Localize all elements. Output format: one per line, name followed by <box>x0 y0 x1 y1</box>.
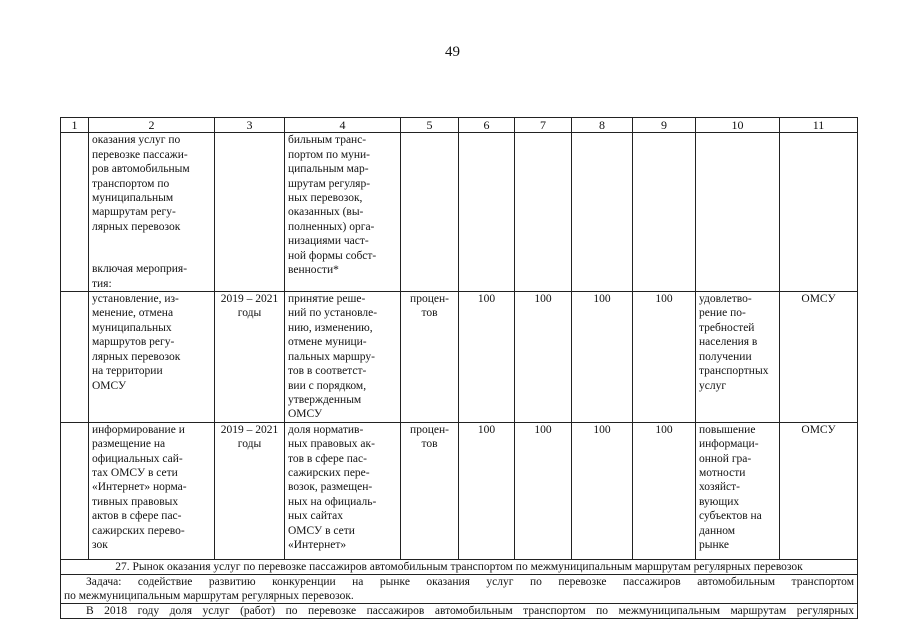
text-line: на территории <box>92 365 163 378</box>
text-line: маршрутам регу- <box>92 206 176 219</box>
text-line: населения в <box>699 336 758 349</box>
header-cell: 2 <box>89 118 215 133</box>
value-cell: 100 <box>633 292 696 423</box>
text-line: хозяйст- <box>699 481 741 494</box>
header-cell: 3 <box>215 118 285 133</box>
text-line: В 2018 году доля услуг (работ) по перевозке пассажиров автомобильным транспортом по межмуниципальным маршрутам регулярных <box>86 604 854 617</box>
text-line: оказанных (вы- <box>288 206 364 219</box>
text-line: установление, из- <box>92 293 179 306</box>
text-line: менение, отмена <box>92 307 174 320</box>
text-line: маршрутов регу- <box>92 336 175 349</box>
text-line: принятие реше- <box>288 293 366 306</box>
text-line: муниципальным <box>92 192 174 205</box>
text-line: субъектов на <box>699 510 762 523</box>
text-line: ОМСУ <box>288 408 323 421</box>
text-line: Задача: содействие развитию конкуренции на рынке оказания услуг по перевозке пассажиров автомобильным транспортом <box>86 575 854 588</box>
value-cell: 100 <box>459 422 515 559</box>
header-cell: 4 <box>285 118 401 133</box>
text-line: лярных перевозок <box>92 220 181 233</box>
text-line: оказания услуг по <box>92 134 181 147</box>
text-line: данном <box>699 524 736 537</box>
text-line: зок <box>92 538 108 551</box>
text-line: перевозке пассажи- <box>92 148 188 161</box>
paragraph-row <box>61 603 858 618</box>
text-line: возок, размещен- <box>288 481 373 494</box>
text-line: «Интернет» <box>288 538 347 551</box>
text-line: вии с порядком, <box>288 379 367 392</box>
text-line: утвержденным <box>288 393 362 406</box>
text-line: ОМСУ <box>92 379 127 392</box>
text-line: вующих <box>699 495 740 508</box>
text-line: транспортом по <box>92 177 170 190</box>
text-line: доля норматив- <box>288 423 364 436</box>
measure-name-cell <box>89 133 215 292</box>
header-cell: 11 <box>780 118 858 133</box>
section-title-row <box>61 559 858 574</box>
text-line: информаци- <box>699 438 759 451</box>
table-row <box>61 292 858 423</box>
section-title: 27. Рынок оказания услуг по перевозке пассажиров автомобильным транспортом по межмуниципальным маршрутам регулярных перевозок <box>61 559 858 574</box>
text-line: тов в соответст- <box>288 365 367 378</box>
result-cell <box>696 422 780 559</box>
text-line: ных правовых ак- <box>288 438 375 451</box>
text-line: требностей <box>699 321 755 334</box>
text-line: включая мероприя-тия: <box>92 263 188 290</box>
indicator-cell <box>285 292 401 423</box>
page-number: 49 <box>445 44 460 60</box>
text-line: мотности <box>699 466 746 479</box>
text-line: получении <box>699 350 752 363</box>
paragraph-text <box>61 603 858 618</box>
text-line: информирование и <box>92 423 185 436</box>
indicator-cell <box>285 422 401 559</box>
text-line: удовлетво- <box>699 293 752 306</box>
text-line: отмене муници- <box>288 336 367 349</box>
period-cell: 2019 – 2021 годы <box>215 292 285 423</box>
table-row <box>61 133 858 292</box>
unit-cell: процен-тов <box>401 292 459 423</box>
header-cell: 6 <box>459 118 515 133</box>
text-line: ных сайтах <box>288 510 344 523</box>
header-cell: 10 <box>696 118 780 133</box>
text-line: рынке <box>699 538 730 551</box>
text-line: лярных перевозок <box>92 350 181 363</box>
header-cell: 5 <box>401 118 459 133</box>
text-line: ципальным мар- <box>288 163 369 176</box>
text-line: ной формы собст- <box>288 249 377 262</box>
text-line: размещение на <box>92 438 166 451</box>
value-cell: 100 <box>515 292 572 423</box>
text-line: по межмуниципальным маршрутам регулярных перевозок. <box>64 589 354 602</box>
value-cell: 100 <box>515 422 572 559</box>
value-cell: 100 <box>572 292 633 423</box>
text-line: низациями част- <box>288 235 369 248</box>
text-line: тивных правовых <box>92 495 179 508</box>
text-line: пальных маршру- <box>288 350 375 363</box>
text-line: транспортных <box>699 365 769 378</box>
text-line: портом по муни- <box>288 148 371 161</box>
header-cell: 1 <box>61 118 89 133</box>
period-cell: 2019 – 2021 годы <box>215 422 285 559</box>
text-line: ний по установле- <box>288 307 378 320</box>
text-line: ных на официаль- <box>288 495 377 508</box>
text-line: повышение <box>699 423 756 436</box>
responsible-cell: ОМСУ <box>780 422 858 559</box>
measure-name-cell <box>89 422 215 559</box>
text-line: ных перевозок, <box>288 192 363 205</box>
text-line: онной гра- <box>699 452 752 465</box>
task-row <box>61 574 858 603</box>
table-row <box>61 422 858 559</box>
responsible-cell: ОМСУ <box>780 292 858 423</box>
text-line: сажирских пере- <box>288 466 370 479</box>
task-text <box>61 574 858 603</box>
measure-name-cell <box>89 292 215 423</box>
text-line: шрутам регуляр- <box>288 177 371 190</box>
header-cell: 7 <box>515 118 572 133</box>
text-line: ров автомобильным <box>92 163 190 176</box>
header-cell: 8 <box>572 118 633 133</box>
unit-cell: процен-тов <box>401 422 459 559</box>
text-line: полненных) орга- <box>288 220 375 233</box>
header-cell: 9 <box>633 118 696 133</box>
text-line: муниципальных <box>92 321 172 334</box>
text-line: рение по- <box>699 307 746 320</box>
value-cell: 100 <box>633 422 696 559</box>
text-line: тов в сфере пас- <box>288 452 367 465</box>
text-line: актов в сфере пас- <box>92 510 182 523</box>
result-cell <box>696 292 780 423</box>
value-cell: 100 <box>459 292 515 423</box>
indicator-cell <box>285 133 401 292</box>
text-line: «Интернет» норма- <box>92 481 187 494</box>
text-line: венности* <box>288 264 339 277</box>
text-line: нию, изменению, <box>288 321 373 334</box>
text-line: бильным транс- <box>288 134 367 147</box>
measures-table <box>60 117 858 619</box>
text-line: официальных сай- <box>92 452 183 465</box>
text-line: сажирских перево- <box>92 524 185 537</box>
value-cell: 100 <box>572 422 633 559</box>
header-row <box>61 118 858 133</box>
text-line: ОМСУ в сети <box>288 524 355 537</box>
text-line: тах ОМСУ в сети <box>92 466 178 479</box>
text-line: услуг <box>699 379 727 392</box>
